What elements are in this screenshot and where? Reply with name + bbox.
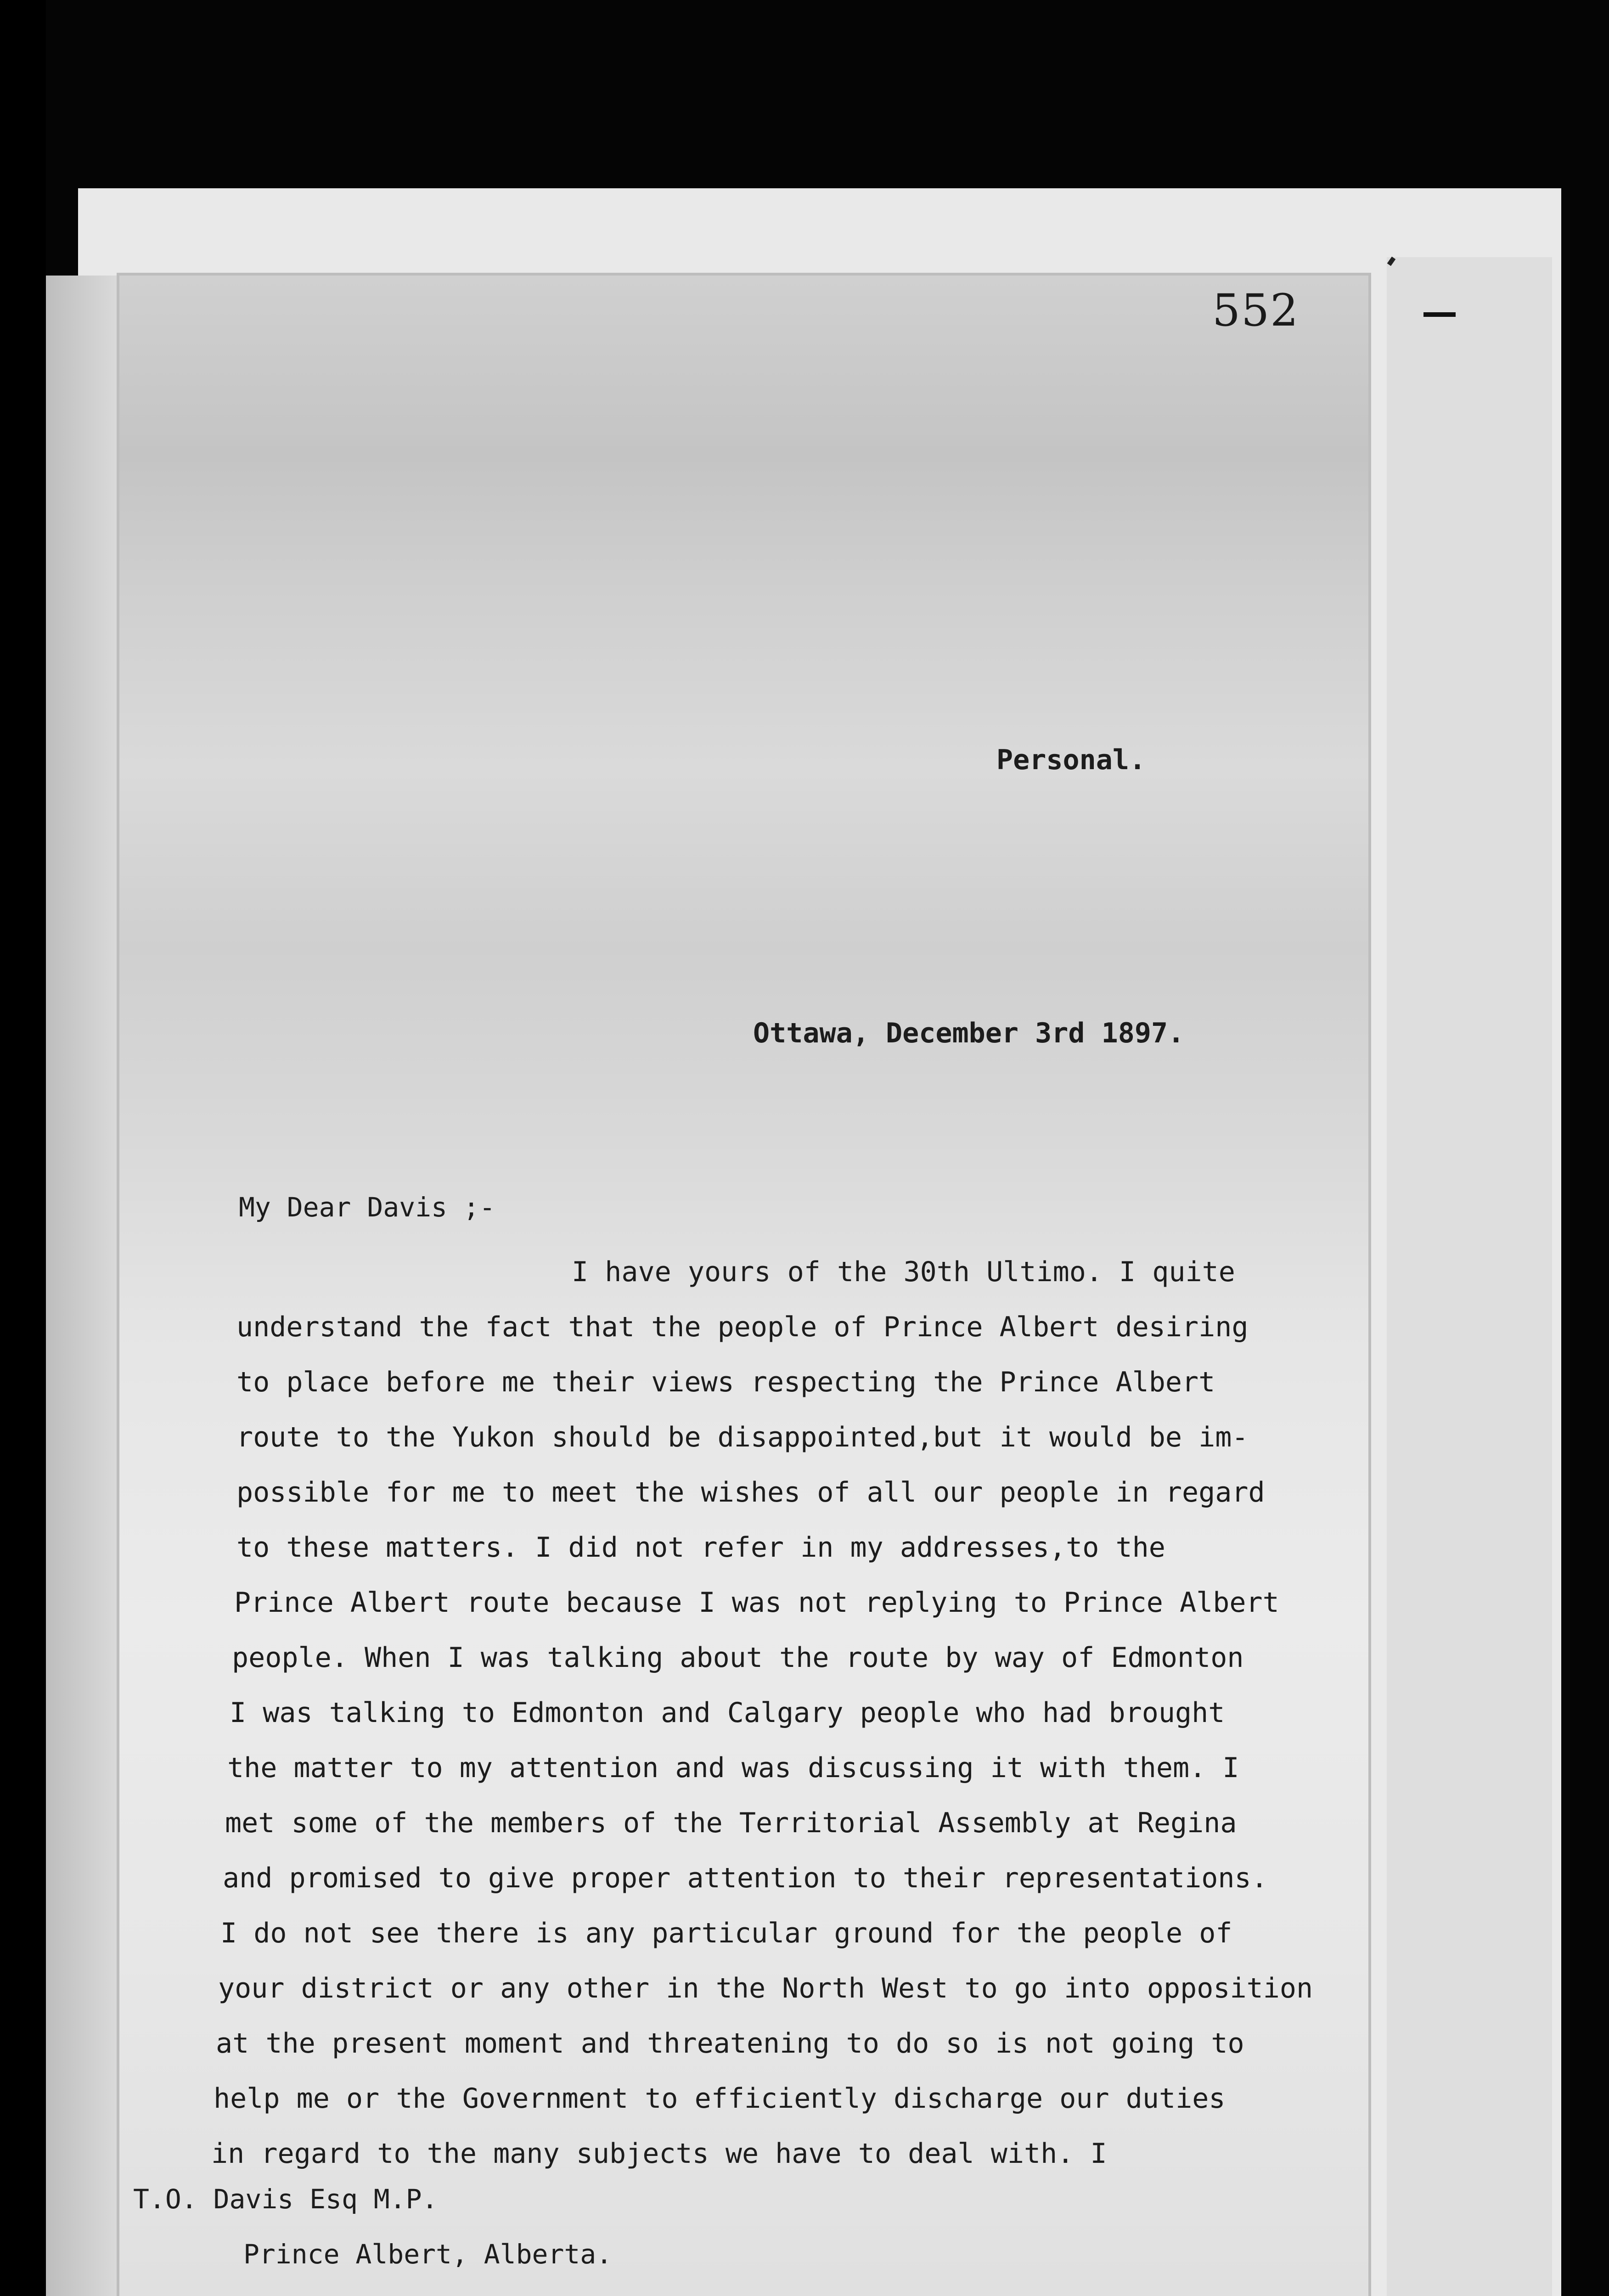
body-line: your district or any other in the North West to go into opposition xyxy=(218,1972,1313,2004)
personal-marking: Personal. xyxy=(996,744,1146,776)
body-line: at the present moment and threatening to do so is not going to xyxy=(216,2027,1244,2060)
body-line: in regard to the many subjects we have to deal with. I xyxy=(211,2138,1107,2170)
film-gutter xyxy=(0,0,46,2296)
body-line: people. When I was talking about the route by way of Edmonton xyxy=(232,1642,1244,1674)
dateline: Ottawa, December 3rd 1897. xyxy=(753,1017,1185,1049)
dash-mark xyxy=(1423,312,1456,317)
backing-sheet-edge xyxy=(1387,257,1552,2296)
folio-number: 552 xyxy=(1212,285,1300,336)
body-line: and promised to give proper attention to their representations. xyxy=(223,1862,1268,1894)
body-line: possible for me to meet the wishes of all our people in regard xyxy=(236,1476,1265,1508)
body-line: route to the Yukon should be disappointed,but it would be im- xyxy=(236,1421,1249,1453)
body-line: Prince Albert route because I was not replying to Prince Albert xyxy=(234,1587,1279,1619)
addressee-location: Prince Albert, Alberta. xyxy=(243,2239,613,2270)
body-line: help me or the Government to efficiently discharge our duties xyxy=(214,2082,1226,2115)
body-line: I have yours of the 30th Ultimo. I quite xyxy=(572,1256,1235,1288)
body-line: to these matters. I did not refer in my addresses,to the xyxy=(236,1531,1165,1564)
body-line: met some of the members of the Territorial Assembly at Regina xyxy=(225,1807,1237,1839)
addressee: T.O. Davis Esq M.P. xyxy=(133,2183,438,2215)
body-line: to place before me their views respecting the Prince Albert xyxy=(236,1366,1215,1398)
body-line: the matter to my attention and was discussing it with them. I xyxy=(227,1752,1239,1784)
body-line: I do not see there is any particular ground for the people of xyxy=(220,1917,1232,1949)
body-line: I was talking to Edmonton and Calgary people who had brought xyxy=(230,1697,1225,1729)
salutation: My Dear Davis ;- xyxy=(239,1192,495,1223)
body-line: understand the fact that the people of Prince Albert desiring xyxy=(236,1311,1249,1343)
